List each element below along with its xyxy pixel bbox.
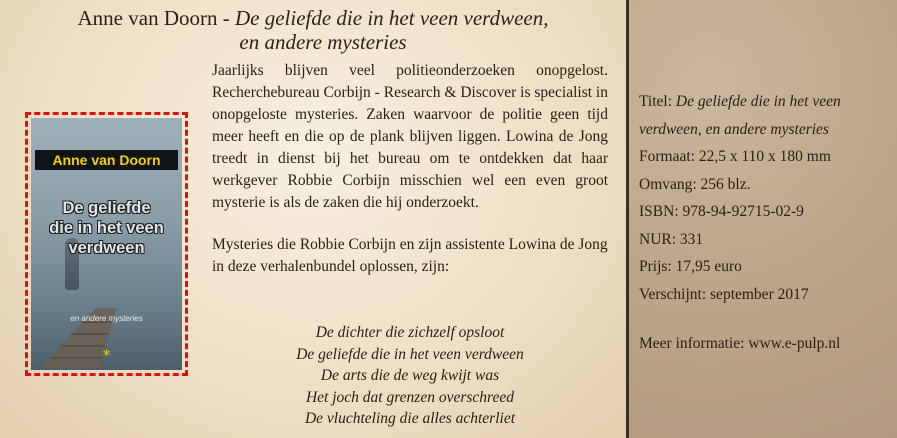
book-cover-frame (25, 112, 188, 376)
story-item: De dichter die zichzelf opsloot (315, 324, 505, 341)
book-cover[interactable] (31, 118, 182, 370)
info-title-line1 (639, 88, 895, 116)
info-pages: Omvang: 256 blz. (639, 175, 751, 193)
story-item: De vluchteling die alles achterliet (304, 410, 516, 427)
story-item: De arts die de weg kwijt was (320, 367, 500, 384)
title-separator: - (217, 6, 235, 30)
cover-title-line: die in het veen (49, 219, 164, 237)
description-paragraph: Jaarlijks blijven veel politieonderzoeken onopgelost. Recherchebureau Corbijn - Research & Discover is specialist in onopgeloste mysteries. Zaken waarvoor de politie geen tijd meer heeft en die op de plank blijven liggen. Lowina de Jong treedt in dienst bij het bureau om te ontdekken dat haar werkgever Robbie Corbijn misschien wel een even groot mysterie is als de zaken die hij onderzoekt. (212, 62, 608, 211)
info-more-label: Meer informatie: (639, 335, 749, 352)
info-title-value-cont: verdween, en andere mysteries (639, 120, 829, 138)
book-title-line2: en andere mysteries (239, 30, 407, 54)
info-release: Verschijnt: september 2017 (639, 285, 809, 303)
page-title (0, 6, 626, 30)
cover-title (31, 198, 182, 258)
story-item: De geliefde die in het veen verdween (296, 345, 524, 363)
info-title-value: De geliefde die in het veen (675, 93, 841, 110)
page-title-line2 (0, 30, 626, 54)
description-paragraph: Mysteries die Robbie Corbijn en zijn assistente Lowina de Jong in deze verhalenbundel oplossen, zijn: (212, 236, 608, 275)
info-more (639, 330, 895, 358)
author-name: Anne van Doorn (77, 6, 218, 30)
cover-title-line: verdween (68, 239, 145, 257)
cover-author: Anne van Doorn (52, 152, 161, 168)
info-price: Prijs: 17,95 euro (639, 258, 742, 275)
book-description (212, 60, 608, 278)
book-info (639, 88, 895, 358)
book-title-line1: De geliefde die in het veen verdween, (234, 6, 549, 30)
story-list (212, 322, 608, 430)
info-format: Formaat: 22,5 x 110 x 180 mm (639, 148, 831, 165)
cover-title-line: De geliefde (62, 199, 151, 217)
cover-subtitle: en andere mysteries (70, 314, 143, 323)
website-link[interactable]: www.e-pulp.nl (748, 335, 841, 352)
info-isbn: ISBN: 978-94-92715-02-9 (639, 203, 804, 220)
story-item: Het joch dat grenzen overschreed (305, 388, 515, 406)
info-title-line2 (639, 116, 895, 144)
info-title-label: Titel: (639, 93, 676, 110)
cover-star-icon: * (103, 348, 110, 364)
info-nur: NUR: 331 (639, 230, 704, 248)
